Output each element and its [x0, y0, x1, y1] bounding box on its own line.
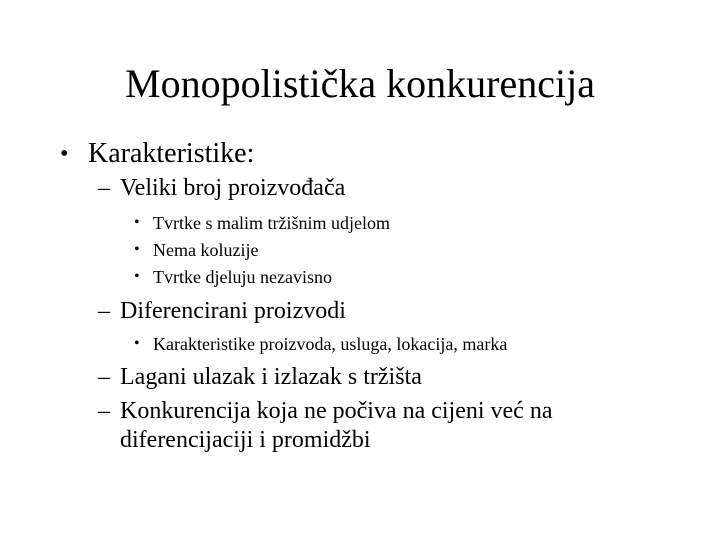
sub-item-text: Veliki broj proizvođača: [120, 175, 346, 201]
sub-item-text: Diferencirani proizvodi: [120, 298, 346, 324]
subsub-item-text: Tvrtke djeluju nezavisno: [153, 267, 332, 287]
sub-item-text-line2: diferencijaciji i promidžbi: [120, 427, 371, 453]
dash-marker: –: [98, 398, 110, 424]
subsub-item-text: Tvrtke s malim tržišnim udjelom: [153, 213, 390, 233]
bullet-marker: •: [134, 241, 140, 258]
dash-marker: –: [98, 175, 110, 201]
dash-marker: –: [98, 364, 110, 390]
bullet-marker: •: [134, 268, 140, 285]
slide-title: Monopolistička konkurencija: [125, 61, 595, 106]
sub-item-text: Lagani ulazak i izlazak s tržišta: [120, 364, 422, 390]
bullet-marker: •: [134, 335, 140, 352]
dash-marker: –: [98, 298, 110, 324]
bullet-marker: •: [134, 214, 140, 231]
subsub-item-text: Karakteristike proizvoda, usluga, lokacija, marka: [153, 334, 508, 354]
sub-item-text-line1: Konkurencija koja ne počiva na cijeni već na: [120, 398, 553, 424]
bullet-marker: •: [60, 141, 69, 167]
subsub-item-text: Nema koluzije: [153, 240, 259, 260]
bullet-text: Karakteristike:: [88, 138, 255, 169]
